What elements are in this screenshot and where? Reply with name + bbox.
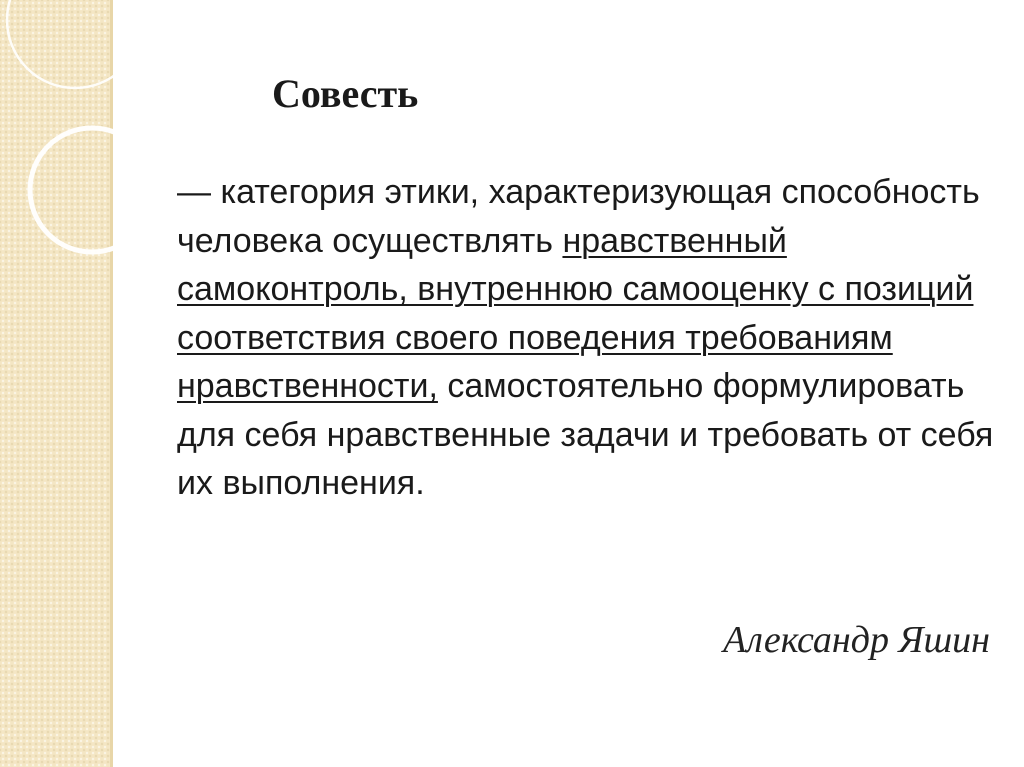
definition-text (177, 168, 997, 508)
definition-underlined: нравственный самоконтроль, внутреннюю самооценку с позиций соответствия своего поведения требованиям нравственности, (177, 221, 974, 405)
quote-author: Александр Яшин (723, 619, 990, 661)
definition-part-1: — категория этики, характеризующая способность человека осуществлять (177, 173, 980, 260)
definition-part-2: самостоятельно формулировать для себя нравственные задачи и требовать от себя их выполнения. (177, 367, 994, 502)
slide-title: Совесть (272, 71, 419, 116)
decorative-rings-icon (0, 0, 160, 300)
